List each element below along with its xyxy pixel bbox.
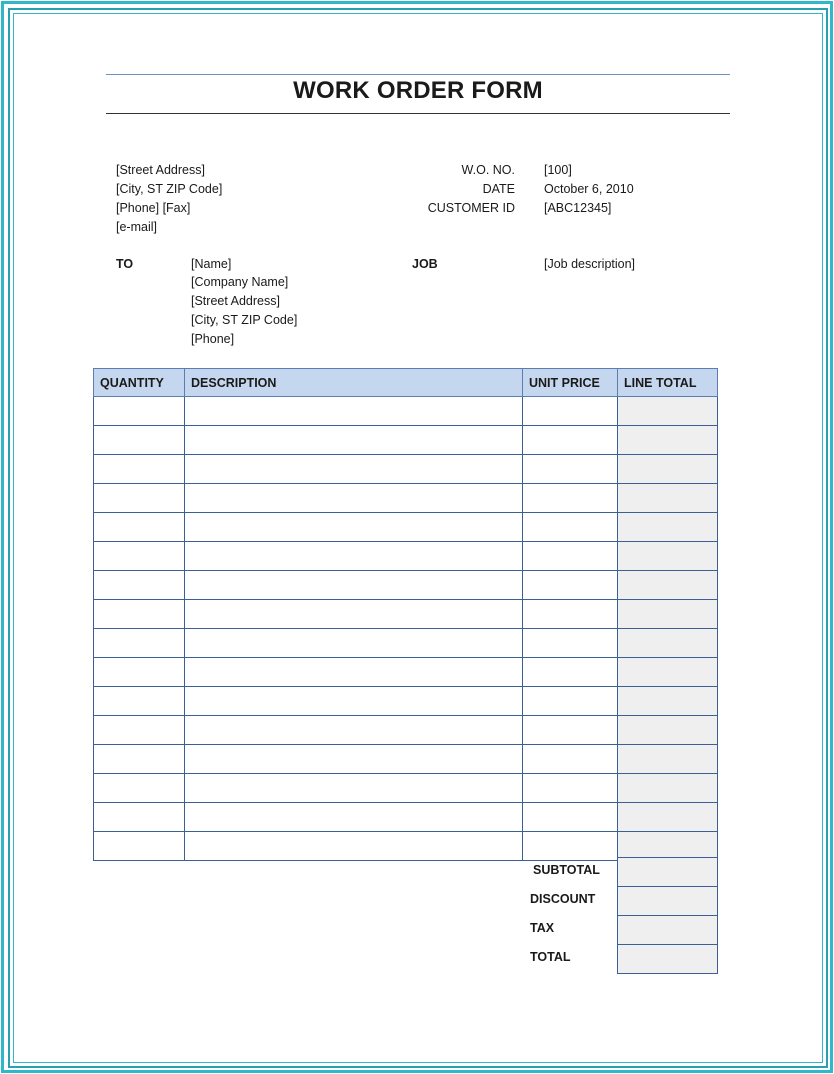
unit-price-cell[interactable]: [523, 832, 618, 861]
discount-label: DISCOUNT: [530, 892, 596, 906]
quantity-cell[interactable]: [94, 484, 185, 513]
table-row: [94, 397, 718, 426]
line-total-cell[interactable]: [618, 687, 718, 716]
quantity-cell[interactable]: [94, 600, 185, 629]
quantity-cell[interactable]: [94, 658, 185, 687]
line-total-cell[interactable]: [618, 513, 718, 542]
description-cell[interactable]: [185, 397, 523, 426]
quantity-cell[interactable]: [94, 832, 185, 861]
unit-price-cell[interactable]: [523, 745, 618, 774]
total-field[interactable]: [617, 944, 718, 974]
table-row: [94, 455, 718, 484]
table-row: [94, 571, 718, 600]
table-row: [94, 687, 718, 716]
quantity-cell[interactable]: [94, 455, 185, 484]
description-cell[interactable]: [185, 832, 523, 861]
line-total-cell[interactable]: [618, 397, 718, 426]
date-label: DATE: [482, 182, 515, 196]
to-phone: [Phone]: [191, 332, 235, 346]
unit-price-cell[interactable]: [523, 600, 618, 629]
table-row: [94, 629, 718, 658]
sender-phone-fax: [Phone] [Fax]: [116, 201, 191, 215]
description-cell[interactable]: [185, 716, 523, 745]
description-cell[interactable]: [185, 803, 523, 832]
table-row: [94, 803, 718, 832]
header-description: DESCRIPTION: [185, 369, 523, 397]
description-cell[interactable]: [185, 774, 523, 803]
to-company: [Company Name]: [191, 275, 289, 289]
unit-price-cell[interactable]: [523, 571, 618, 600]
sender-street: [Street Address]: [116, 163, 205, 177]
total-label: TOTAL: [530, 950, 571, 964]
line-total-cell[interactable]: [618, 629, 718, 658]
unit-price-cell[interactable]: [523, 397, 618, 426]
sender-city: [City, ST ZIP Code]: [116, 182, 223, 196]
tax-field[interactable]: [617, 915, 718, 945]
quantity-cell[interactable]: [94, 803, 185, 832]
description-cell[interactable]: [185, 745, 523, 774]
table-row: [94, 542, 718, 571]
job-label: JOB: [412, 257, 438, 271]
quantity-cell[interactable]: [94, 571, 185, 600]
unit-price-cell[interactable]: [523, 542, 618, 571]
description-cell[interactable]: [185, 658, 523, 687]
description-cell[interactable]: [185, 513, 523, 542]
header-quantity: QUANTITY: [94, 369, 185, 397]
description-cell[interactable]: [185, 600, 523, 629]
description-cell[interactable]: [185, 455, 523, 484]
subtotal-field[interactable]: [617, 857, 718, 887]
description-cell[interactable]: [185, 687, 523, 716]
line-total-cell[interactable]: [618, 426, 718, 455]
quantity-cell[interactable]: [94, 629, 185, 658]
unit-price-cell[interactable]: [523, 629, 618, 658]
unit-price-cell[interactable]: [523, 484, 618, 513]
unit-price-cell[interactable]: [523, 687, 618, 716]
quantity-cell[interactable]: [94, 745, 185, 774]
table-row: [94, 600, 718, 629]
quantity-cell[interactable]: [94, 542, 185, 571]
unit-price-cell[interactable]: [523, 426, 618, 455]
quantity-cell[interactable]: [94, 774, 185, 803]
table-header-row: [94, 369, 718, 397]
table-row: [94, 513, 718, 542]
line-total-cell[interactable]: [618, 803, 718, 832]
description-cell[interactable]: [185, 542, 523, 571]
sender-email: [e-mail]: [116, 220, 157, 234]
description-cell[interactable]: [185, 629, 523, 658]
page-title: WORK ORDER FORM: [293, 77, 543, 104]
line-total-cell[interactable]: [618, 774, 718, 803]
job-description: [Job description]: [544, 257, 636, 271]
line-total-cell[interactable]: [618, 571, 718, 600]
line-total-cell[interactable]: [618, 658, 718, 687]
customer-id-value: [ABC12345]: [544, 201, 612, 215]
date-value: October 6, 2010: [544, 182, 634, 196]
header-unit-price: UNIT PRICE: [523, 369, 618, 397]
subtotal-label: SUBTOTAL: [533, 863, 600, 877]
to-street: [Street Address]: [191, 294, 280, 308]
to-label: TO: [116, 257, 134, 271]
quantity-cell[interactable]: [94, 687, 185, 716]
unit-price-cell[interactable]: [523, 774, 618, 803]
quantity-cell[interactable]: [94, 426, 185, 455]
to-name: [Name]: [191, 257, 232, 271]
title-rule-top: [106, 74, 730, 75]
table-row: [94, 774, 718, 803]
line-total-cell[interactable]: [618, 455, 718, 484]
tax-label: TAX: [530, 921, 555, 935]
table-row: [94, 716, 718, 745]
table-row: [94, 658, 718, 687]
line-items-body: [94, 397, 718, 861]
quantity-cell[interactable]: [94, 513, 185, 542]
quantity-cell[interactable]: [94, 716, 185, 745]
description-cell[interactable]: [185, 426, 523, 455]
to-city: [City, ST ZIP Code]: [191, 313, 298, 327]
unit-price-cell[interactable]: [523, 455, 618, 484]
table-row: [94, 745, 718, 774]
line-items-table: [93, 368, 718, 861]
wo-number-label: W.O. NO.: [461, 163, 515, 177]
line-total-cell[interactable]: [618, 716, 718, 745]
unit-price-cell[interactable]: [523, 658, 618, 687]
table-row: [94, 484, 718, 513]
customer-id-label: CUSTOMER ID: [427, 201, 515, 215]
quantity-cell[interactable]: [94, 397, 185, 426]
line-total-cell[interactable]: [618, 745, 718, 774]
line-total-cell[interactable]: [618, 542, 718, 571]
table-row: [94, 426, 718, 455]
unit-price-cell[interactable]: [523, 803, 618, 832]
description-cell[interactable]: [185, 484, 523, 513]
title-rule-bottom: [106, 113, 730, 114]
unit-price-cell[interactable]: [523, 716, 618, 745]
description-cell[interactable]: [185, 571, 523, 600]
line-total-cell[interactable]: [618, 484, 718, 513]
wo-number-value: [100]: [544, 163, 572, 177]
line-total-cell[interactable]: [618, 600, 718, 629]
unit-price-cell[interactable]: [523, 513, 618, 542]
header-line-total: LINE TOTAL: [618, 369, 718, 397]
discount-field[interactable]: [617, 886, 718, 916]
